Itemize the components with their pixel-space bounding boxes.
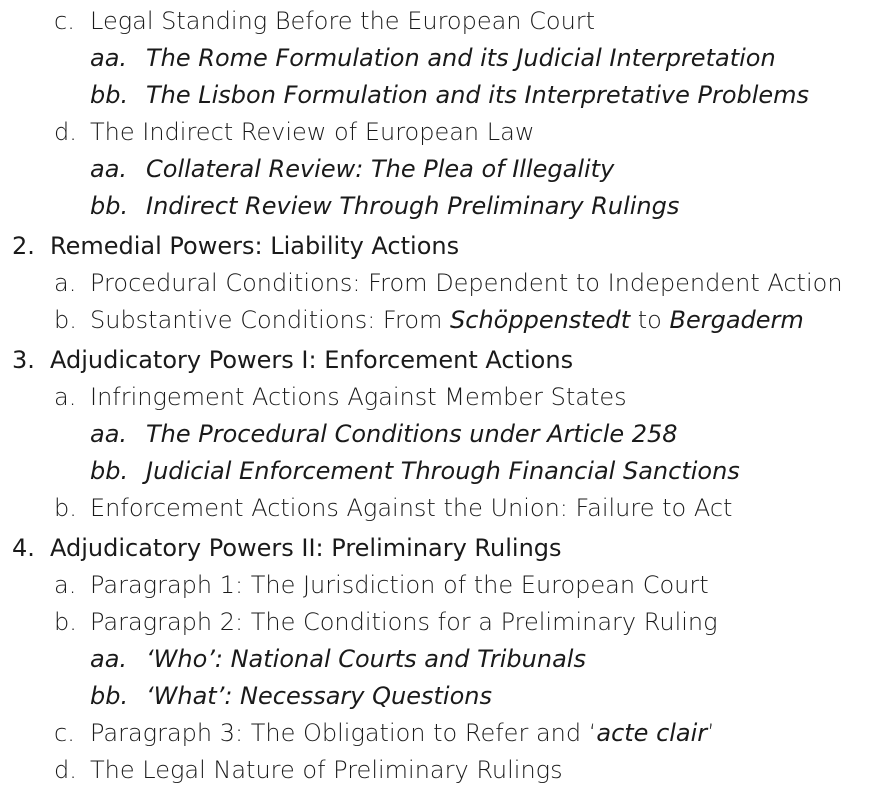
outline-item bbox=[0, 3, 882, 40]
outline-section-heading bbox=[0, 228, 882, 265]
outline-item bbox=[0, 114, 882, 151]
item-text: Enforcement Actions Against the Union: Failure to Act bbox=[90, 494, 733, 522]
case-name-italic: Bergaderm bbox=[669, 306, 804, 334]
outline-item bbox=[0, 715, 882, 752]
item-marker: bb. bbox=[90, 192, 129, 220]
section-number: 4. bbox=[12, 534, 35, 562]
text-part: to bbox=[630, 306, 670, 334]
text-part: Paragraph 3: The Obligation to Refer and ‘ bbox=[90, 719, 597, 747]
item-marker: c. bbox=[54, 7, 75, 35]
item-text: The Lisbon Formulation and its Interpretative Problems bbox=[146, 81, 810, 109]
outline-item bbox=[0, 40, 882, 77]
outline-item bbox=[0, 453, 882, 490]
section-number: 2. bbox=[12, 232, 35, 260]
item-marker: aa. bbox=[90, 44, 128, 72]
outline-item bbox=[0, 416, 882, 453]
item-text: Infringement Actions Against Member States bbox=[90, 383, 627, 411]
item-marker: aa. bbox=[90, 645, 128, 673]
item-marker: aa. bbox=[90, 420, 128, 448]
item-text: Paragraph 1: The Jurisdiction of the European Court bbox=[90, 571, 709, 599]
item-text: Collateral Review: The Plea of Illegality bbox=[146, 155, 615, 183]
item-text: Indirect Review Through Preliminary Rulings bbox=[146, 192, 680, 220]
item-text: ‘Who’: National Courts and Tribunals bbox=[146, 645, 586, 673]
outline-item bbox=[0, 265, 882, 302]
item-marker: bb. bbox=[90, 682, 129, 710]
item-text: The Procedural Conditions under Article 258 bbox=[146, 420, 678, 448]
item-text: The Rome Formulation and its Judicial Interpretation bbox=[146, 44, 776, 72]
item-text bbox=[90, 302, 804, 339]
text-part: Substantive Conditions: From bbox=[90, 306, 451, 334]
item-marker: a. bbox=[54, 571, 77, 599]
item-marker: a. bbox=[54, 383, 77, 411]
outline-item bbox=[0, 379, 882, 416]
item-text: Judicial Enforcement Through Financial Sanctions bbox=[146, 457, 740, 485]
outline-section-heading bbox=[0, 530, 882, 567]
section-number: 3. bbox=[12, 346, 35, 374]
item-text: Procedural Conditions: From Dependent to Independent Action bbox=[90, 269, 843, 297]
item-text: Legal Standing Before the European Court bbox=[90, 7, 596, 35]
item-text bbox=[90, 715, 715, 752]
outline-item bbox=[0, 752, 882, 789]
item-marker: d. bbox=[54, 118, 77, 146]
section-title: Remedial Powers: Liability Actions bbox=[50, 232, 460, 260]
item-marker: bb. bbox=[90, 81, 129, 109]
item-text: The Legal Nature of Preliminary Rulings bbox=[90, 756, 563, 784]
outline-item bbox=[0, 604, 882, 641]
item-marker: b. bbox=[54, 608, 77, 636]
outline-item bbox=[0, 678, 882, 715]
text-part: ’ bbox=[707, 719, 715, 747]
item-marker: b. bbox=[54, 306, 77, 334]
item-text: ‘What’: Necessary Questions bbox=[146, 682, 492, 710]
item-marker: b. bbox=[54, 494, 77, 522]
outline-item bbox=[0, 188, 882, 225]
item-marker: aa. bbox=[90, 155, 128, 183]
outline-item bbox=[0, 490, 882, 527]
section-title: Adjudicatory Powers II: Preliminary Rulings bbox=[50, 534, 562, 562]
outline-item bbox=[0, 77, 882, 114]
outline-item bbox=[0, 641, 882, 678]
item-marker: a. bbox=[54, 269, 77, 297]
item-marker: bb. bbox=[90, 457, 129, 485]
item-marker: d. bbox=[54, 756, 77, 784]
section-title: Adjudicatory Powers I: Enforcement Actions bbox=[50, 346, 574, 374]
case-name-italic: Schöppenstedt bbox=[450, 306, 631, 334]
item-text: The Indirect Review of European Law bbox=[90, 118, 535, 146]
outline-item bbox=[0, 567, 882, 604]
outline-section-heading bbox=[0, 342, 882, 379]
outline-item bbox=[0, 302, 882, 339]
latin-term-italic: acte clair bbox=[596, 719, 708, 747]
item-text: Paragraph 2: The Conditions for a Preliminary Ruling bbox=[90, 608, 718, 636]
outline-item bbox=[0, 151, 882, 188]
item-marker: c. bbox=[54, 719, 75, 747]
